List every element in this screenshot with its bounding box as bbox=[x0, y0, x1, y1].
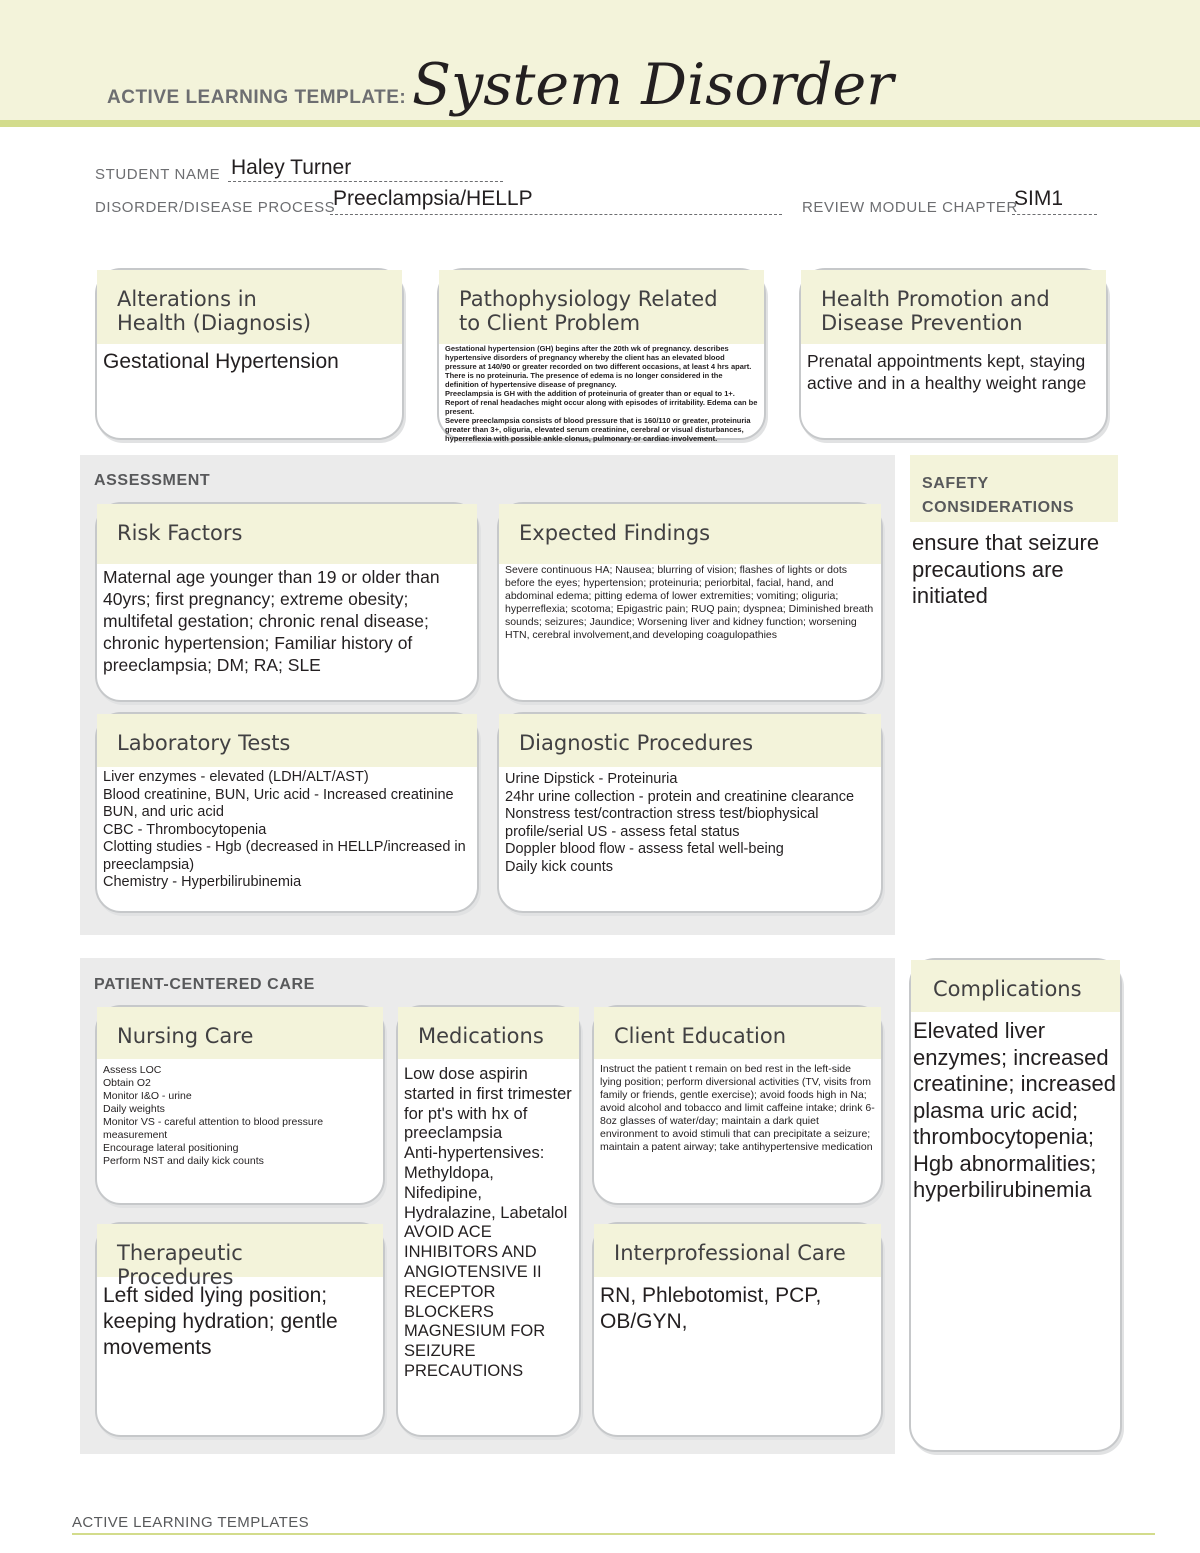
student-name-line bbox=[228, 181, 503, 182]
disorder-field[interactable]: Preeclampsia/HELLP bbox=[333, 187, 533, 210]
health-promotion-card bbox=[799, 268, 1108, 440]
diagnostic-procedures-body[interactable]: Urine Dipstick - Proteinuria 24hr urine collection - protein and creatinine clearance Nonstress test/contraction stress test/biophysical profile/serial US - assess fetal status Doppler blood flow - assess fetal well-being Daily kick counts bbox=[505, 771, 855, 875]
template-title: System Disorder bbox=[412, 52, 894, 118]
footer-label: ACTIVE LEARNING TEMPLATES bbox=[72, 1514, 309, 1531]
student-name-label: STUDENT NAME bbox=[95, 166, 221, 183]
diagnostic-procedures-title: Diagnostic Procedures bbox=[499, 714, 881, 767]
pathophysiology-body[interactable]: Gestational hypertension (GH) begins after the 20th wk of pregnancy. describes hypertensive disorders of pregnancy whereby the client has an elevated blood pressure at 140/90 or greater recorded on two different occasions, at least 4 hrs apart. There is no proteinuria. The presence of edema is no longer considered in the definition of hypertensive disease of pregnancy. Preeclampsia is GH with the addition of proteinuria of greater than or equal to 1+. Report of renal headaches might occur along with episodes of irritability. Edema can be present. Severe preeclampsia consists of blood pressure that is 160/110 or greater, proteinuria greater than 3+, oliguria, elevated serum creatinine, cerebral or visual disturbances, hyperreflexia with possible ankle clonus, pulmonary or cardiac involvement. bbox=[445, 344, 758, 443]
review-module-label: REVIEW MODULE CHAPTER bbox=[802, 199, 1018, 216]
therapeutic-procedures-card bbox=[95, 1222, 385, 1437]
student-name-field[interactable]: Haley Turner bbox=[231, 156, 352, 179]
complications-card bbox=[909, 958, 1122, 1452]
nursing-care-title: Nursing Care bbox=[97, 1007, 383, 1059]
complications-title: Complications bbox=[911, 960, 1120, 1012]
nursing-care-body[interactable]: Assess LOC Obtain O2 Monitor I&O - urine Daily weights Monitor VS - careful attention to blood pressure measurement Encourage lateral positioning Perform NST and daily kick counts bbox=[103, 1064, 324, 1167]
complications-body[interactable]: Elevated liver enzymes; increased creatinine; increased plasma uric acid; thrombocytopenia; Hgb abnormalities; hyperbilirubinemia bbox=[913, 1018, 1117, 1202]
therapeutic-procedures-body[interactable]: Left sided lying position; keeping hydration; gentle movements bbox=[103, 1284, 338, 1359]
expected-findings-title: Expected Findings bbox=[499, 504, 881, 564]
review-module-field[interactable]: SIM1 bbox=[1014, 187, 1064, 210]
review-module-line bbox=[1012, 214, 1097, 215]
header-rule bbox=[0, 120, 1200, 127]
interprofessional-care-title: Interprofessional Care bbox=[594, 1224, 881, 1277]
patient-care-title: PATIENT-CENTERED CARE bbox=[94, 976, 315, 993]
health-promotion-title: Health Promotion and Disease Prevention bbox=[801, 270, 1106, 344]
alterations-body[interactable]: Gestational Hypertension bbox=[103, 350, 339, 373]
safety-body[interactable]: ensure that seizure precautions are initiated bbox=[912, 530, 1100, 608]
pathophysiology-card bbox=[437, 268, 766, 443]
diagnostic-procedures-card bbox=[497, 712, 883, 913]
assessment-title: ASSESSMENT bbox=[94, 472, 211, 489]
expected-findings-body[interactable]: Severe continuous HA; Nausea; blurring of vision; flashes of lights or dots before the eyes; hypertension; proteinuria; periorbital, facial, hand, and abdominal edema; pitting edema of lower extremities; vomiting; oliguria; hyperreflexia; scotoma; Epigastric pain; RUQ pain; dyspnea; Diminished breath sounds; seizures; Jaundice; Worsening liver and kidney function; worsening HTN, cerebral involvement,and developing coagulopathies bbox=[505, 564, 874, 641]
medications-card bbox=[396, 1005, 581, 1437]
medications-body[interactable]: Low dose aspirin started in first trimester for pt's with hx of preeclampsia Anti-hypertensives: Methyldopa, Nifedipine, Hydralazine, Labetalol AVOID ACE INHIBITORS AND ANGIOTENSIVE II RECEPTOR BLOCKERS MAGNESIUM FOR SEIZURE PRECAUTIONS bbox=[404, 1065, 572, 1380]
risk-factors-title: Risk Factors bbox=[97, 504, 477, 564]
safety-title: SAFETY CONSIDERATIONS bbox=[922, 475, 1075, 516]
medications-title: Medications bbox=[398, 1007, 579, 1059]
laboratory-tests-card bbox=[95, 712, 479, 913]
client-education-body[interactable]: Instruct the patient t remain on bed rest in the left-side lying position; perform diversional activities (TV, visits from family or friends, gentle exercise); avoid foods high in Na; avoid alcohol and tobacco and limit caffeine intake; drink 6-8oz glasses of water/day; maintain a dark quiet environment to avoid stimuli that can precipitate a seizure; maintain a patent airway; take antihypertensive medication bbox=[600, 1063, 875, 1153]
interprofessional-care-body[interactable]: RN, Phlebotomist, PCP, OB/GYN, bbox=[600, 1284, 822, 1333]
expected-findings-card bbox=[497, 502, 883, 702]
laboratory-tests-title: Laboratory Tests bbox=[97, 714, 477, 767]
pathophysiology-title: Pathophysiology Related to Client Problem bbox=[439, 270, 764, 344]
alterations-card bbox=[95, 268, 404, 440]
footer-rule bbox=[72, 1533, 1155, 1535]
disorder-label: DISORDER/DISEASE PROCESS bbox=[95, 199, 336, 216]
client-education-card bbox=[592, 1005, 883, 1205]
health-promotion-body[interactable]: Prenatal appointments kept, staying active and in a healthy weight range bbox=[807, 351, 1087, 393]
alterations-title: Alterations in Health (Diagnosis) bbox=[97, 270, 402, 344]
interprofessional-care-card bbox=[592, 1222, 883, 1437]
template-label: ACTIVE LEARNING TEMPLATE: bbox=[107, 87, 407, 108]
client-education-title: Client Education bbox=[594, 1007, 881, 1059]
nursing-care-card bbox=[95, 1005, 385, 1205]
laboratory-tests-body[interactable]: Liver enzymes - elevated (LDH/ALT/AST) Blood creatinine, BUN, Uric acid - Increased creatinine BUN, and uric acid CBC - Thrombocytopenia Clotting studies - Hgb (decreased in HELLP/increased in preeclampsia) Chemistry - Hyperbilirubinemia bbox=[103, 769, 466, 890]
risk-factors-card bbox=[95, 502, 479, 702]
risk-factors-body[interactable]: Maternal age younger than 19 or older than 40yrs; first pregnancy; extreme obesity; multifetal gestation; chronic renal disease; chronic hypertension; Familiar history of preeclampsia; DM; RA; SLE bbox=[103, 567, 440, 675]
disorder-line bbox=[330, 214, 782, 215]
therapeutic-procedures-title: Therapeutic Procedures bbox=[97, 1224, 383, 1277]
